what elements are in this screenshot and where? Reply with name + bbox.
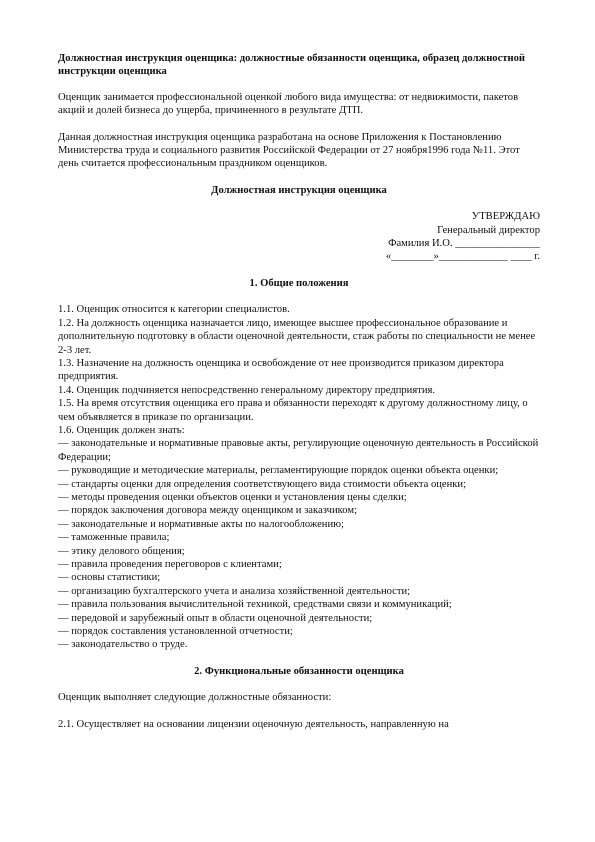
section-1-line: — методы проведения оценки объектов оценки и установления цены сделки; <box>58 491 407 503</box>
section-1-line: 1.6. Оценщик должен знать: <box>58 424 185 436</box>
section-1-line: — организацию бухгалтерского учета и анализа хозяйственной деятельности; <box>58 585 411 597</box>
document-title: Должностная инструкция оценщика: должностные обязанности оценщика, образец должностной инструкции оценщика <box>58 53 525 78</box>
section-1-line: — законодательные и нормативные правовые акты, регулирующие оценочную деятельность в Российской Федерации; <box>58 438 539 463</box>
section-1-line: — законодательство о труде. <box>58 639 188 651</box>
approval-line-date: «________»_____________ ____ г. <box>385 251 540 263</box>
section-1-line: — порядок составления установленной отчетности; <box>58 626 293 638</box>
section-1-line: — таможенные правила; <box>58 532 170 544</box>
section-1-line: — этику делового общения; <box>58 545 185 557</box>
section-1-heading: 1. Общие положения <box>249 277 349 289</box>
section-1-line: — руководящие и методические материалы, регламентирующие порядок оценки объекта оценки; <box>58 465 499 477</box>
approval-line-approve: УТВЕРЖДАЮ <box>471 211 540 223</box>
section-1-line: — передовой и зарубежный опыт в области оценочной деятельности; <box>58 612 373 624</box>
section-1-line: 1.4. Оценщик подчиняется непосредственно генеральному директору предприятия. <box>58 384 436 396</box>
section-1-list <box>58 303 540 652</box>
section-1-line: 1.3. Назначение на должность оценщика и освобождение от нее производится приказом директора предприятия. <box>58 357 504 383</box>
section-1-line: — законодательные и нормативные акты по налогообложению; <box>58 518 344 530</box>
section-1-line: 1.5. На время отсутствия оценщика его права и обязанности переходят к другому должностному лицу, о чем объявляется в приказе по организации. <box>58 398 528 423</box>
intro-paragraph-1: Оценщик занимается профессиональной оценкой любого вида имущества: от недвижимости, пакетов акций и долей бизнеса до ущерба, причиненного в результате ДТП. <box>58 91 519 117</box>
section-2-heading: 2. Функциональные обязанности оценщика <box>194 665 404 677</box>
section-1-line: 1.1. Оценщик относится к категории специалистов. <box>58 304 290 316</box>
section-1-line: — основы статистики; <box>58 572 161 584</box>
document-page <box>58 52 540 744</box>
section-1-line: — порядок заключения договора между оценщиком и заказчиком; <box>58 505 358 517</box>
section-1-line: 1.2. На должность оценщика назначается лицо, имеющее высшее профессиональное образование и дополнительную подготовку в области оценочной деятельности, стаж работы по специальности не менее 2-3 лет. <box>58 317 536 356</box>
section-2-item-1: 2.1. Осуществляет на основании лицензии оценочную деятельность, направленную на <box>58 718 449 730</box>
approval-line-position: Генеральный директор <box>437 224 540 236</box>
approval-line-name: Фамилия И.О. ________________ <box>388 238 540 250</box>
intro-paragraph-2: Данная должностная инструкция оценщика разработана на основе Приложения к Постановлению Министерства труда и социального развития Российской Федерации от 27 ноября1996 года №11. Этот день считается профессиональным праздником оценщиков. <box>58 131 520 170</box>
section-2-intro: Оценщик выполняет следующие должностные обязанности: <box>58 692 332 704</box>
approval-block <box>58 210 540 264</box>
section-1-line: — правила проведения переговоров с клиентами; <box>58 559 282 570</box>
section-1-line: — стандарты оценки для определения соответствующего вида стоимости объекта оценки; <box>58 478 467 490</box>
instruction-heading: Должностная инструкция оценщика <box>211 184 387 196</box>
section-1-line: — правила пользования вычислительной техникой, средствами связи и коммуникаций; <box>58 599 452 611</box>
